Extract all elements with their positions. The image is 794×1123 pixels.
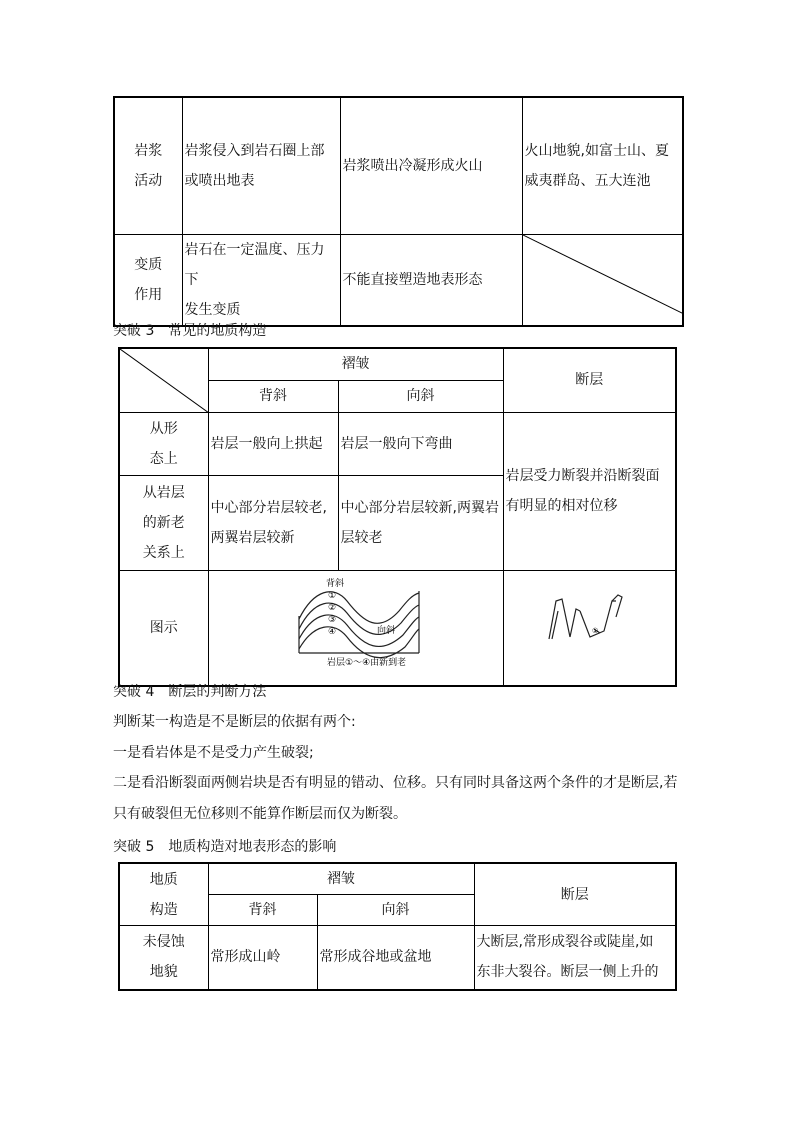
empty-diagonal-cell (522, 234, 683, 326)
table-row (119, 570, 676, 686)
geologic-structure-table (118, 347, 677, 687)
magma-metamorphism-table (113, 96, 684, 327)
magma-process: 岩浆侵入到岩石圈上部 或喷出地表 (182, 97, 340, 234)
paragraph-line: 二是看沿断裂面两侧岩块是否有明显的错动、位移。只有同时具备这两个条件的才是断层,若 (113, 775, 678, 791)
row-label-magma: 岩浆 活动 (114, 97, 182, 234)
section-4-heading: 突破 4 断层的判断方法 (113, 684, 267, 700)
anticline-landform: 常形成山岭 (208, 926, 317, 990)
header-fold: 褶皱 (208, 348, 503, 380)
layer-label: ② (327, 602, 336, 613)
magma-effect: 岩浆喷出冷凝形成火山 (340, 97, 522, 234)
row-label-figure: 图示 (119, 570, 208, 686)
anticline-age: 中心部分岩层较老, 两翼岩层较新 (208, 475, 338, 570)
header-structure: 地质 构造 (119, 863, 208, 926)
anticline-label: 背斜 (325, 578, 344, 589)
header-fault: 断层 (474, 863, 676, 926)
fold-diagram (209, 571, 504, 674)
section-5-heading: 突破 5 地质构造对地表形态的影响 (113, 839, 337, 855)
row-label-uneroded: 未侵蚀 地貌 (119, 926, 208, 990)
metamorphism-process: 岩石在一定温度、压力下 发生变质 (182, 234, 340, 326)
structure-landform-table (118, 862, 677, 991)
header-syncline: 向斜 (338, 380, 503, 412)
fault-diagram (504, 571, 677, 674)
table-row (119, 863, 676, 895)
table-row (119, 348, 676, 380)
fold-caption: 岩层①～④由新到老 (326, 657, 406, 668)
paragraph-line: 一是看岩体是不是受力产生破裂; (113, 745, 314, 761)
header-fault: 断层 (503, 348, 676, 412)
fault-landform: 大断层,常形成裂谷或陡崖,如 东非大裂谷。断层一侧上升的 (474, 926, 676, 990)
syncline-shape: 岩层一般向下弯曲 (338, 412, 503, 475)
fault-description: 岩层受力断裂并沿断裂面 有明显的相对位移 (503, 412, 676, 570)
paragraph-line: 只有破裂但无位移则不能算作断层而仅为断裂。 (113, 806, 407, 822)
layer-label: ① (591, 626, 598, 635)
table-row (119, 412, 676, 475)
table-row (114, 97, 683, 234)
syncline-landform: 常形成谷地或盆地 (317, 926, 474, 990)
header-diagonal-cell (119, 348, 208, 412)
header-anticline: 背斜 (208, 895, 317, 926)
magma-example: 火山地貌,如富士山、夏 威夷群岛、五大连池 (522, 97, 683, 234)
syncline-label: 向斜 (376, 625, 395, 636)
layer-label: ④ (327, 626, 336, 637)
metamorphism-effect: 不能直接塑造地表形态 (340, 234, 522, 326)
anticline-shape: 岩层一般向上拱起 (208, 412, 338, 475)
fault-diagram-cell (503, 570, 676, 686)
diagonal-line (523, 235, 684, 314)
table-row (119, 926, 676, 990)
header-anticline: 背斜 (208, 380, 338, 412)
row-label-age: 从岩层 的新老 关系上 (119, 475, 208, 570)
layer-label: ③ (327, 614, 336, 625)
header-fold: 褶皱 (208, 863, 474, 895)
paragraph-line: 判断某一构造是不是断层的依据有两个: (113, 714, 356, 730)
diagonal-line (120, 349, 209, 413)
table-row (114, 234, 683, 326)
row-label-metamorphism: 变质 作用 (114, 234, 182, 326)
section-3-heading: 突破 3 常见的地质构造 (113, 323, 267, 339)
layer-label: ① (327, 590, 336, 601)
header-syncline: 向斜 (317, 895, 474, 926)
row-label-shape: 从形 态上 (119, 412, 208, 475)
syncline-age: 中心部分岩层较新,两翼岩 层较老 (338, 475, 503, 570)
fold-diagram-cell (208, 570, 503, 686)
